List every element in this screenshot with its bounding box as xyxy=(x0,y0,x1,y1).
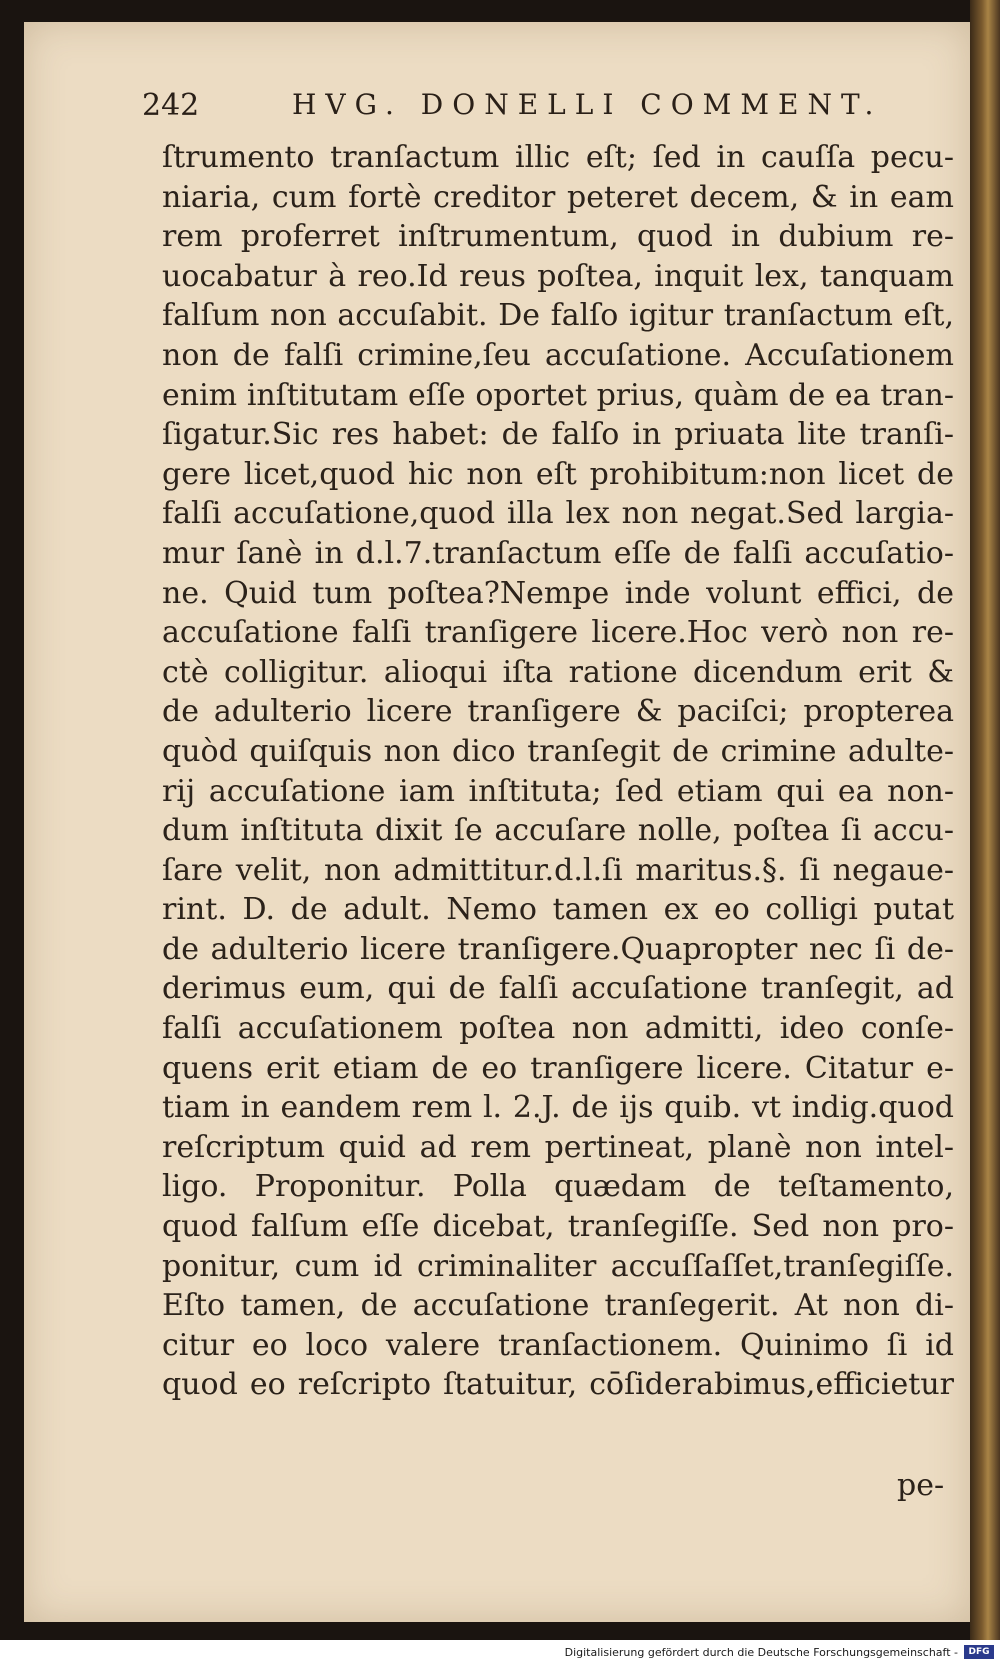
text-line: ctè colligitur. alioqui iſta ratione dicendum erit & xyxy=(162,654,954,690)
text-line: de adulterio licere tranſigere & paciſci; propterea xyxy=(162,694,954,730)
text-line: citur eo loco valere tranſactionem. Quinimo ſi id xyxy=(162,1327,954,1363)
text-line: accuſatione falſi tranſigere licere.Hoc verò non re- xyxy=(162,615,954,651)
text-line: falſi accuſationem poſtea non admitti, ideo conſe- xyxy=(162,1011,954,1047)
text-line: reſcriptum quid ad rem pertineat, planè non intel- xyxy=(162,1129,954,1165)
text-line: ſare velit, non admittitur.d.l.ſi maritus.§. ſi negaue- xyxy=(162,852,954,888)
text-line: quòd quiſquis non dico tranſegit de crimine adulte- xyxy=(162,733,954,769)
footer-bar xyxy=(0,1640,1000,1666)
text-line: ne. Quid tum poſtea?Nempe inde volunt effici, de xyxy=(162,575,954,611)
page-number: 242 xyxy=(142,88,200,123)
text-line: non de falſi crimine,ſeu accuſatione. Accuſationem xyxy=(162,337,954,373)
catchword: pe- xyxy=(897,1468,945,1503)
text-line: mur ſanè in d.l.7.tranſactum eſſe de falſi accuſatio- xyxy=(162,535,954,571)
text-line: quod falſum eſſe dicebat, tranſegiſſe. Sed non pro- xyxy=(162,1209,954,1245)
text-line: ſtrumento tranſactum illic eſt; ſed in cauſſa pecu- xyxy=(162,140,954,175)
text-line: falſi accuſatione,quod illa lex non negat.Sed largia- xyxy=(162,496,954,532)
text-line: ponitur, cum id criminaliter accuſſaſſet,tranſegiſſe. xyxy=(162,1248,954,1284)
text-line: uocabatur à reo.Id reus poſtea, inquit lex, tanquam xyxy=(162,258,954,294)
text-line: rem proferret inſtrumentum, quod in dubium re- xyxy=(162,219,954,255)
text-line: ſigatur.Sic res habet: de falſo in priuata lite tranſi- xyxy=(162,417,954,453)
text-line: Eſto tamen, de accuſatione tranſegerit. At non di- xyxy=(162,1288,954,1324)
text-line: quens erit etiam de eo tranſigere licere. Citatur e- xyxy=(162,1050,954,1086)
body-text xyxy=(162,138,954,1405)
text-line: quod eo reſcripto ſtatuitur, cōſiderabimus,efficietur xyxy=(162,1367,954,1403)
text-line: dum inſtituta dixit ſe accuſare nolle, poſtea ſi accu- xyxy=(162,813,954,849)
text-line: enim inſtitutam eſſe oportet prius, quàm de ea tran- xyxy=(162,377,954,413)
text-line: rint. D. de adult. Nemo tamen ex eo colligi putat xyxy=(162,892,954,928)
dfg-logo: DFG xyxy=(964,1645,994,1659)
text-line: niaria, cum fortè creditor peteret decem, & in eam xyxy=(162,179,954,215)
text-line: ligo. Proponitur. Polla quædam de teſtamento, xyxy=(162,1169,954,1205)
page-header xyxy=(142,80,932,140)
text-line: falſum non accuſabit. De falſo igitur tranſactum eſt, xyxy=(162,298,954,334)
text-line: gere licet,quod hic non eſt prohibitum:non licet de xyxy=(162,456,954,492)
footer-credit: Digitalisierung gefördert durch die Deutsche Forschungsgemeinschaft - xyxy=(564,1646,958,1659)
text-line: rij accuſatione iam inſtituta; ſed etiam qui ea non- xyxy=(162,773,954,809)
text-line: de adulterio licere tranſigere.Quapropter nec ſi de- xyxy=(162,931,954,967)
text-line: derimus eum, qui de falſi accuſatione tranſegit, ad xyxy=(162,971,954,1007)
running-head: HVG. DONELLI COMMENT. xyxy=(292,88,883,121)
text-line: tiam in eandem rem l. 2.J. de ijs quib. vt indig.quod xyxy=(162,1090,954,1126)
book-edge xyxy=(970,0,1000,1640)
